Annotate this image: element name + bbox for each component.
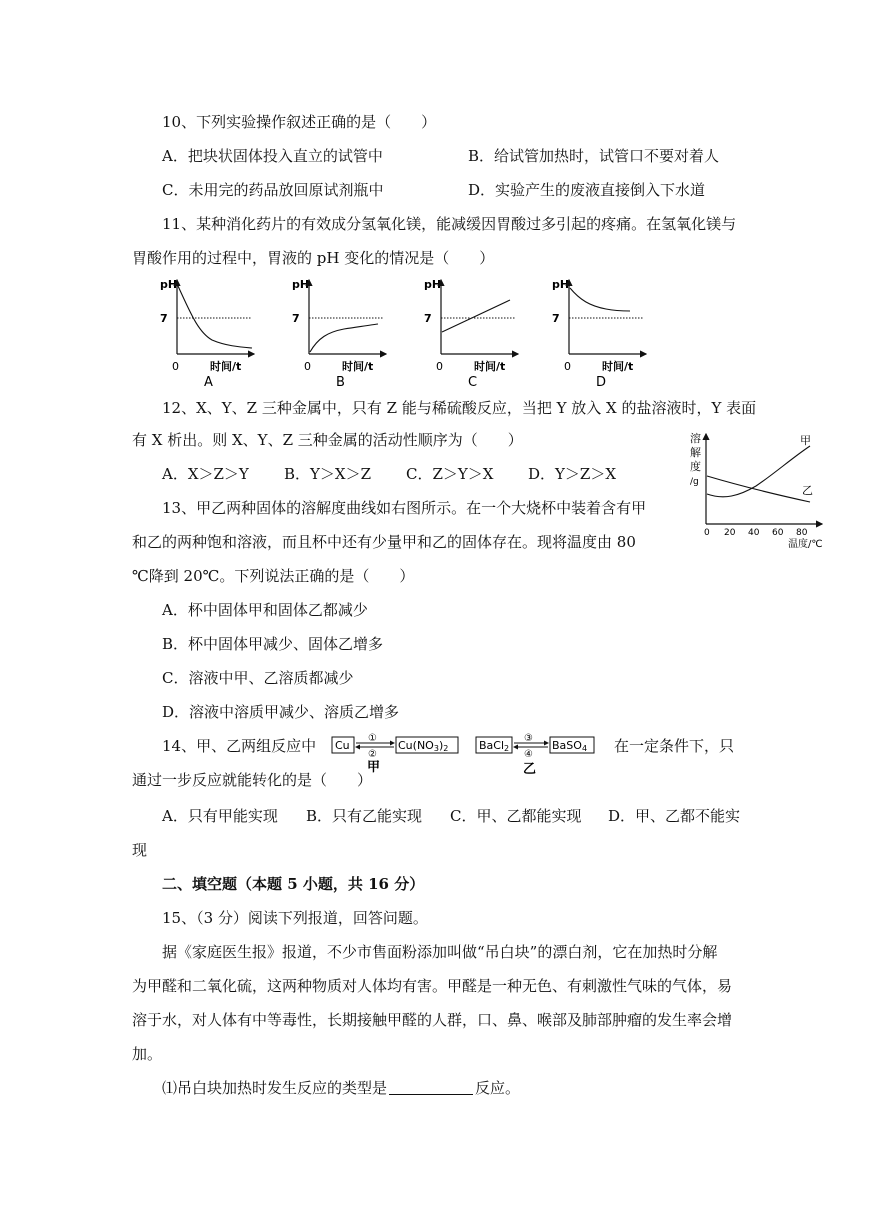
q13-option-b: B．杯中固体甲减少、固体乙增多 xyxy=(162,635,384,653)
time-axis-label: 时间/t xyxy=(342,360,374,373)
q14-option-a: A．只有甲能实现 xyxy=(162,807,278,825)
y-axis-char: 解 xyxy=(690,446,701,459)
step-4-label: ④ xyxy=(524,749,533,760)
y-axis-char: /g xyxy=(690,477,699,487)
y-axis-char: 溶 xyxy=(690,432,701,445)
section-2-title: 二、填空题（本题 5 小题，共 16 分） xyxy=(162,875,425,893)
ph-axis-label: pH xyxy=(552,278,570,291)
q15-sub1-prefix: ⑴吊白块加热时发生反应的类型是 xyxy=(162,1079,388,1097)
ph-graph-a xyxy=(160,278,254,390)
q13-line1: 13、甲乙两种固体的溶解度曲线如右图所示。在一个大烧杯中装着含有甲 xyxy=(162,499,647,517)
ph-seven-label: 7 xyxy=(552,312,560,325)
q11-line1: 11、某种消化药片的有效成分氢氧化镁，能减缓因胃酸过多引起的疼痛。在氢氧化镁与 xyxy=(162,215,737,233)
solubility-chart xyxy=(684,428,834,550)
q11-line2: 胃酸作用的过程中，胃液的 pH 变化的情况是（ ） xyxy=(132,249,495,267)
q15-paragraph-line4: 加。 xyxy=(132,1045,163,1063)
q13-line2: 和乙的两种饱和溶液，而且杯中还有少量甲和乙的固体存在。现将温度由 80 xyxy=(132,533,636,551)
x-tick: 60 xyxy=(772,528,784,538)
x-axis-label: 温度/℃ xyxy=(788,539,823,550)
q14-option-c: C．甲、乙都能实现 xyxy=(450,807,582,825)
ph-graph-b xyxy=(292,278,386,390)
q10-stem: 10、下列实验操作叙述正确的是（ ） xyxy=(162,113,437,131)
origin-label: 0 xyxy=(172,360,179,373)
q12-line2: 有 X 析出。则 X、Y、Z 三种金属的活动性顺序为（ ） xyxy=(132,431,523,449)
q13-line3: ℃降到 20℃。下列说法正确的是（ ） xyxy=(132,567,415,585)
step-1-label: ① xyxy=(368,733,377,744)
q10-option-a: A．把块状固体投入直立的试管中 xyxy=(162,147,383,165)
q12-option-a: A．X＞Z＞Y xyxy=(162,465,249,483)
answer-blank[interactable] xyxy=(389,1079,473,1095)
q10-option-c: C．未用完的药品放回原试剂瓶中 xyxy=(162,181,384,199)
ph-seven-label: 7 xyxy=(160,312,168,325)
q15-stem: 15、（3 分）阅读下列报道，回答问题。 xyxy=(162,909,428,927)
x-tick: 0 xyxy=(704,528,710,538)
q14-line2: 通过一步反应就能转化的是（ ） xyxy=(132,771,373,789)
graph-option-c: C xyxy=(468,375,478,390)
x-tick: 20 xyxy=(724,528,736,538)
time-axis-label: 时间/t xyxy=(210,360,242,373)
group-yi-label: 乙 xyxy=(523,762,537,777)
ph-seven-label: 7 xyxy=(292,312,300,325)
q14-option-d: D．甲、乙都不能实 xyxy=(608,807,741,825)
q15-paragraph-line1: 据《家庭医生报》报道，不少市售面粉添加叫做“吊白块”的漂白剂，它在加热时分解 xyxy=(162,943,718,961)
group-jia-label: 甲 xyxy=(367,760,381,775)
ph-axis-label: pH xyxy=(424,278,442,291)
q15-sub1 xyxy=(162,1078,520,1098)
time-axis-label: 时间/t xyxy=(474,360,506,373)
ph-graph-d xyxy=(552,278,646,390)
q14-suffix: 在一定条件下，只 xyxy=(614,737,735,755)
time-axis-label: 时间/t xyxy=(602,360,634,373)
step-3-label: ③ xyxy=(524,733,533,744)
ph-axis-label: pH xyxy=(292,278,310,291)
ph-seven-label: 7 xyxy=(424,312,432,325)
curve-jia-label: 甲 xyxy=(800,434,811,447)
q12-option-c: C．Z＞Y＞X xyxy=(406,465,494,483)
x-tick: 40 xyxy=(748,528,760,538)
q12-option-d: D．Y＞Z＞X xyxy=(528,465,617,483)
cuno3-label: Cu(NO3)2 xyxy=(398,739,449,753)
q12-line1: 12、X、Y、Z 三种金属中，只有 Z 能与稀硫酸反应，当把 Y 放入 X 的盐溶液时，Y 表面 xyxy=(162,399,757,417)
origin-label: 0 xyxy=(304,360,311,373)
q13-option-d: D．溶液中溶质甲减少、溶质乙增多 xyxy=(162,703,400,721)
graph-option-a: A xyxy=(204,375,213,390)
q14-prefix: 14、甲、乙两组反应中 xyxy=(162,737,317,755)
q15-paragraph-line2: 为甲醛和二氧化硫，这两种物质对人体均有害。甲醛是一种无色、有刺激性气味的气体，易 xyxy=(132,977,733,995)
q12-option-b: B．Y＞X＞Z xyxy=(284,465,372,483)
origin-label: 0 xyxy=(564,360,571,373)
q13-option-a: A．杯中固体甲和固体乙都减少 xyxy=(162,601,368,619)
x-tick: 80 xyxy=(796,528,808,538)
q10-option-d: D．实验产生的废液直接倒入下水道 xyxy=(468,181,706,199)
curve-yi-label: 乙 xyxy=(802,484,813,497)
step-2-label: ② xyxy=(368,749,377,760)
curve-jia xyxy=(707,446,810,497)
y-axis-char: 度 xyxy=(690,460,701,473)
q14-option-b: B．只有乙能实现 xyxy=(306,807,423,825)
graph-option-d: D xyxy=(596,375,607,390)
origin-label: 0 xyxy=(436,360,443,373)
curve-yi xyxy=(707,476,810,502)
ph-graphs xyxy=(140,272,680,394)
ph-axis-label: pH xyxy=(160,278,178,291)
baso4-label: BaSO4 xyxy=(552,739,588,753)
ph-graph-c xyxy=(424,278,518,390)
q10-option-b: B．给试管加热时，试管口不要对着人 xyxy=(468,147,720,165)
q15-sub1-suffix: 反应。 xyxy=(475,1079,521,1097)
q13-option-c: C．溶液中甲、乙溶质都减少 xyxy=(162,669,354,687)
q15-paragraph-line3: 溶于水，对人体有中等毒性，长期接触甲醛的人群，口、鼻、喉部及肺部肿瘤的发生率会增 xyxy=(132,1011,733,1029)
bacl2-label: BaCl2 xyxy=(479,739,510,753)
q14-option-d-cont: 现 xyxy=(132,841,148,859)
cu-label: Cu xyxy=(335,739,350,752)
graph-option-b: B xyxy=(336,375,345,390)
